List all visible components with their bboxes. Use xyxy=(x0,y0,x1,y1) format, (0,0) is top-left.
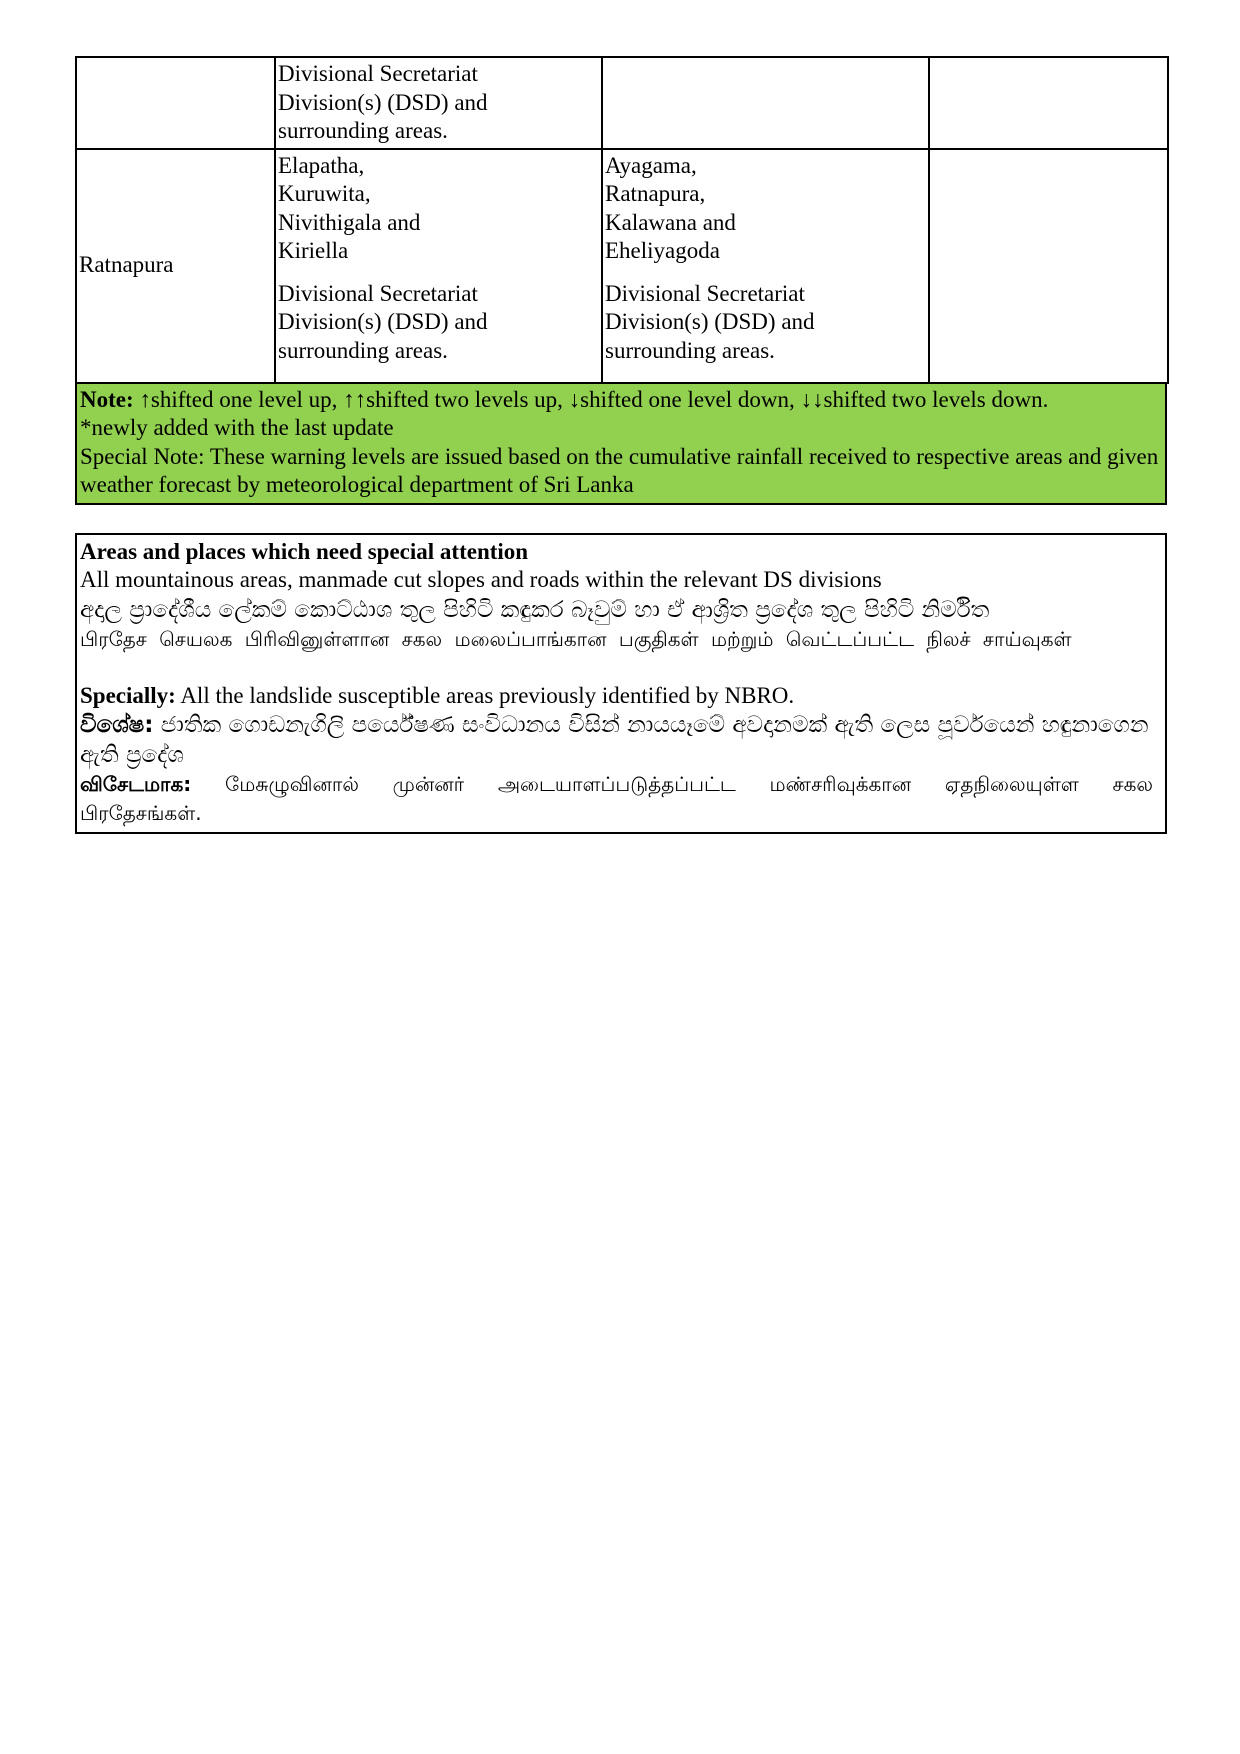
specially-tamil xyxy=(80,770,1153,828)
dsd-cell xyxy=(275,57,602,149)
specially-label: Specially: xyxy=(80,682,176,708)
empty-cell xyxy=(929,57,1168,149)
sinhala-special-label: විශේෂ: xyxy=(80,712,154,738)
specially-sinhala xyxy=(80,710,1153,770)
place-name: Nivithigala and xyxy=(278,209,421,235)
district-cell xyxy=(76,57,275,149)
cell-text: surrounding areas. xyxy=(278,118,448,143)
warning-table xyxy=(75,56,1169,384)
table-row xyxy=(76,149,1168,383)
newly-added-note: *newly added with the last update xyxy=(80,415,394,440)
tamil-special-label: விசேடமாக: xyxy=(80,772,192,796)
dsd-cell xyxy=(602,57,929,149)
note-box xyxy=(75,384,1167,505)
attention-english: All mountainous areas, manmade cut slopes and roads within the relevant DS divisions xyxy=(80,567,882,592)
attention-heading: Areas and places which need special attention xyxy=(80,538,529,564)
cell-text: Division(s) (DSD) and xyxy=(278,89,488,115)
place-name: Kalawana and xyxy=(605,209,736,235)
place-name: Ratnapura, xyxy=(605,181,706,206)
sinhala-special-text: ජාතික ගොඩනැගිලි පර්යේෂණ සංවිධානය විසින් නායයෑමේ අවදානමක් ඇති ලෙස පූර්වයෙන් හඳුනාගෙන ඇති ප්‍රදේශ xyxy=(80,712,1149,768)
place-name: Ayagama, xyxy=(605,152,697,178)
place-name: Eheliyagoda xyxy=(605,238,720,263)
place-name: Elapatha, xyxy=(278,152,365,178)
special-note: Special Note: These warning levels are issued based on the cumulative rainfall received to respective areas and given weather forecast by meteorological department of Sri Lanka xyxy=(80,443,1159,497)
dsd-cell xyxy=(602,149,929,383)
cell-text: surrounding areas. xyxy=(278,337,448,363)
specially-english xyxy=(80,682,1153,711)
attention-box xyxy=(75,533,1167,835)
cell-text: Divisional Secretariat xyxy=(278,61,478,86)
cell-text: surrounding areas. xyxy=(605,337,775,363)
note-label: Note: xyxy=(80,386,134,412)
specially-text: All the landslide susceptible areas previously identified by NBRO. xyxy=(175,682,795,708)
cell-text: Divisional Secretariat xyxy=(605,280,805,306)
note-legend xyxy=(80,386,1162,415)
cell-text: Division(s) (DSD) and xyxy=(605,309,815,334)
cell-text: Division(s) (DSD) and xyxy=(278,309,488,334)
attention-tamil: பிரதேச செயலக பிரிவினுள்ளான சகல மலைப்பாங்கான பகுதிகள் மற்றும் வெட்டப்பட்ட நிலச் சாய்வுகள் xyxy=(80,626,1072,651)
note-legend-text: ↑shifted one level up, ↑↑shifted two levels up, ↓shifted one level down, ↓↓shifted two levels down. xyxy=(133,386,1049,412)
district-cell: Ratnapura xyxy=(76,149,275,383)
place-name: Kiriella xyxy=(278,238,349,263)
table-row xyxy=(76,57,1168,149)
empty-cell xyxy=(929,149,1168,383)
dsd-cell xyxy=(275,149,602,383)
cell-text: Divisional Secretariat xyxy=(278,280,478,306)
tamil-special-text: மேசுழுவினால் முன்னர் அடையாளப்படுத்தப்பட்ட மண்சரிவுக்கான ஏதநிலையுள்ள சகல பிரதேசங்கள். xyxy=(80,772,1153,825)
place-name: Kuruwita, xyxy=(278,181,371,206)
attention-sinhala: අදාල ප්‍රාදේශීය ලේකම් කොට්ඨාශ තුල පිහිටි කඳුකර බෑවුම් හා ඒ ආශ්‍රිත ප්‍රදේශ තුල පිහිටි නිර්මිත xyxy=(80,596,990,623)
page xyxy=(75,56,1167,834)
